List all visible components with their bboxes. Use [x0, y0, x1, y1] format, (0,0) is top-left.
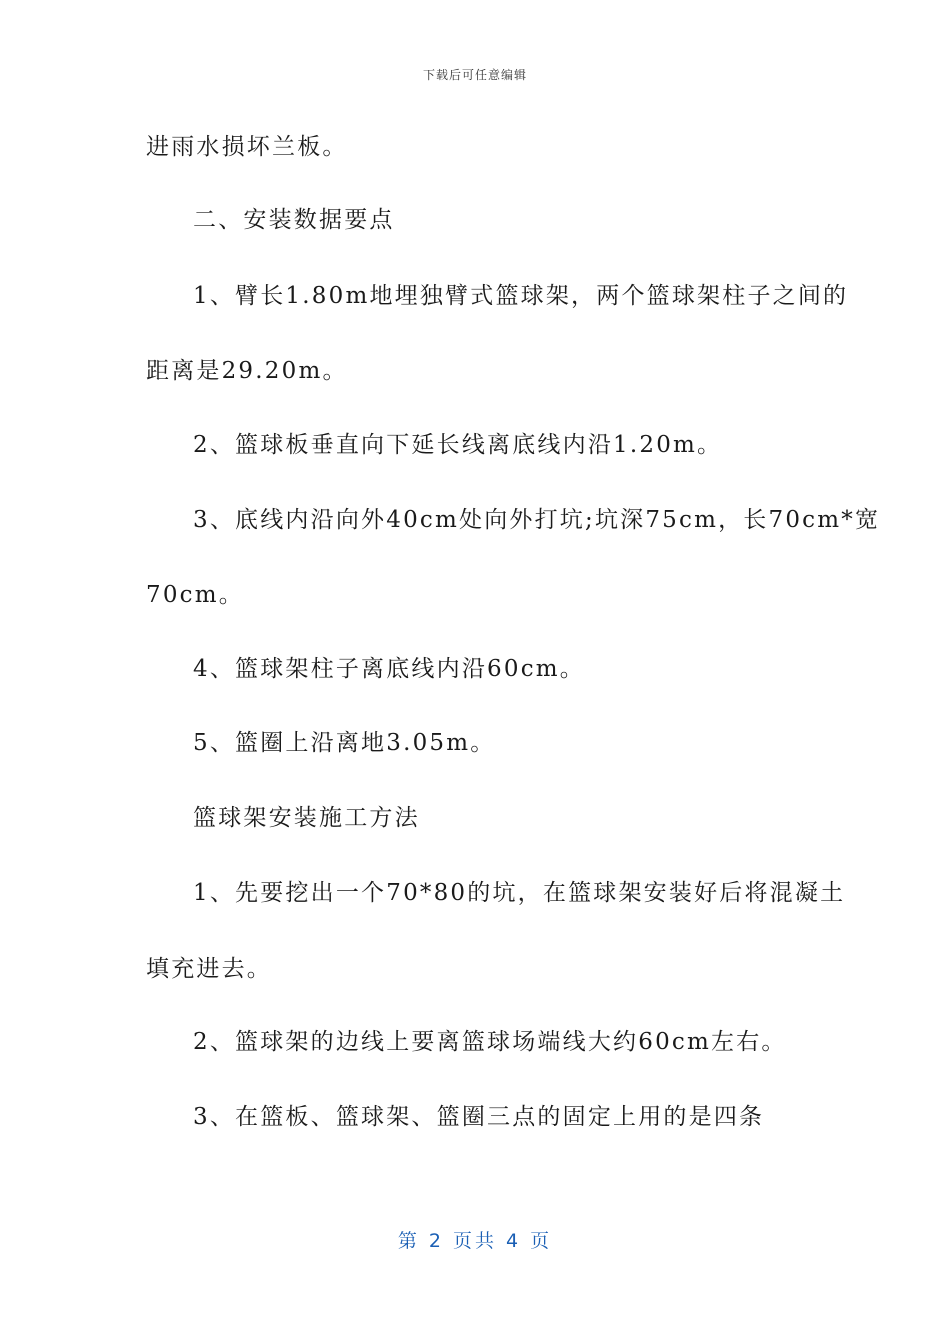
section-heading-construction-method: 篮球架安装施工方法 [193, 805, 420, 831]
section-heading-install-data: 二、安装数据要点 [193, 207, 395, 233]
text-line-5: 2、篮球板垂直向下延长线离底线内沿1.20m。 [193, 432, 723, 458]
text-line-13: 2、篮球架的边线上要离篮球场端线大约60cm左右。 [193, 1029, 787, 1055]
text-line-11: 1、先要挖出一个70*80的坑，在篮球架安装好后将混凝土 [193, 880, 846, 906]
text-line-4: 距离是29.20m。 [146, 358, 348, 384]
text-line-9: 5、篮圈上沿离地3.05m。 [193, 730, 496, 756]
text-line-8: 4、篮球架柱子离底线内沿60cm。 [193, 656, 585, 682]
text-line-1: 进雨水损坏兰板。 [146, 134, 348, 160]
text-line-7: 70cm。 [146, 582, 244, 608]
text-line-12: 填充进去。 [146, 956, 272, 982]
text-line-3: 1、臂长1.80m地埋独臂式篮球架，两个篮球架柱子之间的 [193, 283, 849, 309]
text-line-6: 3、底线内沿向外40cm处向外打坑;坑深75cm，长70cm*宽 [193, 507, 881, 533]
page-number-footer: 第 2 页共 4 页 [397, 1230, 553, 1252]
header-note: 下载后可任意编辑 [422, 68, 527, 82]
text-line-14: 3、在篮板、篮球架、篮圈三点的固定上用的是四条 [193, 1104, 765, 1130]
